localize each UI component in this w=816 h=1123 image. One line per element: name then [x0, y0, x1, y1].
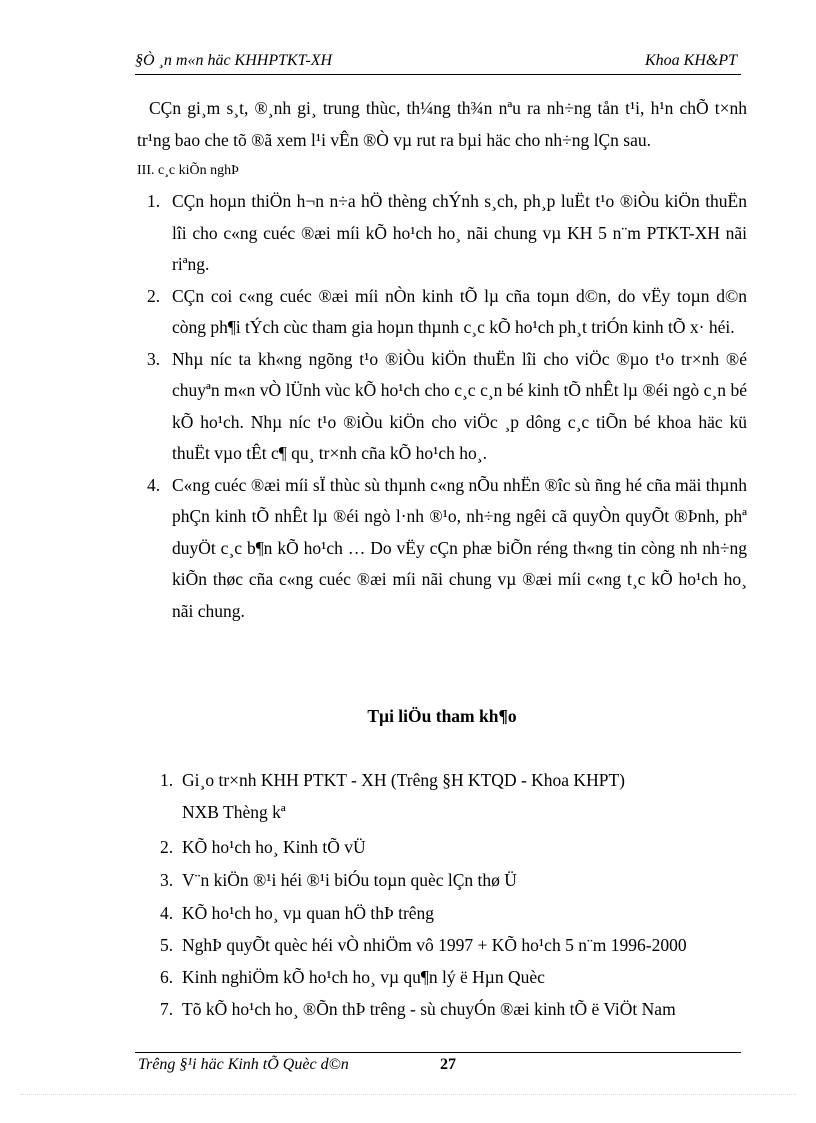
list-item-text: CÇn hoµn thiÖn h¬n n÷a hÖ thèng chÝnh s¸ch, ph¸p luËt t¹o ®iÒu kiÖn thuËn lîi cho c«ng cuéc ®æi míi kÕ ho¹ch ho¸ nãi chung vµ KH 5 n¨m PTKT-XH nãi riªng. [172, 191, 747, 274]
reference-number: 2. [160, 837, 174, 857]
reference-number: 1. [160, 770, 174, 790]
reference-number: 3. [160, 870, 174, 890]
list-item-text: CÇn coi c«ng cuéc ®æi míi nÒn kinh tÕ lµ cña toµn d©n, do vËy toµn d©n còng ph¶i tÝch cùc tham gia hoµn thµnh c¸c kÕ ho¹ch ph¸t triÓn kinh tÕ x· héi. [172, 285, 747, 337]
header-title: §Ò ¸n m«n häc KHHPTKT-XH [135, 52, 333, 69]
reference-item [160, 967, 545, 988]
section-heading: III. c¸c kiÕn nghÞ [137, 163, 239, 178]
list-item-text: Nhµ níc ta kh«ng ngõng t¹o ®iÒu kiÖn thuËn lîi cho viÖc ®µo t¹o tr×nh ®é chuyªn m«n vÒ lÜnh vùc kÕ ho¹ch cho c¸c c¸n bé kinh tÕ nhÊt lµ ®éi ngò c¸n bé kÕ ho¹ch. Nhµ níc t¹o ®iÒu kiÖn cho viÖc ¸p dông c¸c tiÕn bé khoa häc kü thuËt vµo tÊt c¶ qu¸ tr×nh cña kÕ ho¹ch ho¸. [172, 348, 747, 463]
list-item-number: 2. [147, 285, 161, 306]
reference-text: Tõ kÕ ho¹ch ho¸ ®Õn thÞ trêng - sù chuyÓn ®æi kinh tÕ ë ViÖt Nam [182, 999, 676, 1019]
reference-text: KÕ ho¹ch ho¸ vµ quan hÖ thÞ trêng [182, 903, 435, 923]
reference-item [160, 837, 366, 858]
reference-number: 6. [160, 967, 174, 987]
reference-text: NXB Thèng kª [182, 802, 286, 822]
header-department: Khoa KH&PT [644, 52, 737, 69]
list-item [137, 186, 747, 281]
reference-item [160, 935, 687, 956]
page-edge-divider [20, 1094, 796, 1095]
recommendation-list [137, 186, 747, 627]
reference-number: 5. [160, 935, 174, 955]
intro-paragraph: CÇn gi¸m s¸t, ®¸nh gi¸ trung thùc, th¼ng th¾n nªu ra nh÷ng tån t¹i, h¹n chÕ t×nh tr¹ng bao che tõ ®ã xem l¹i vÊn ®Ò vµ rut ra bµi häc cho nh÷ng lÇn sau. [137, 98, 747, 150]
reference-item [160, 903, 434, 924]
reference-text: KÕ ho¹ch ho¸ Kinh tÕ vÜ [182, 837, 366, 857]
main-content [137, 93, 747, 627]
reference-text: Kinh nghiÖm kÕ ho¹ch ho¸ vµ qu¶n lý ë Hµn Quèc [182, 967, 545, 987]
footer-institution: Trêng §¹i häc Kinh tÕ Quèc d©n [138, 1056, 349, 1073]
reference-item [160, 870, 517, 891]
page-number: 27 [440, 1056, 456, 1073]
references-title: Tµi liÖu tham kh¶o [367, 706, 517, 726]
reference-text: NghÞ quyÕt quèc héi vÒ nhiÖm vô 1997 + KÕ ho¹ch 5 n¨m 1996-2000 [182, 935, 687, 955]
reference-number: 7. [160, 999, 174, 1019]
footer-divider [135, 1052, 741, 1053]
reference-text: V¨n kiÖn ®¹i héi ®¹i biÓu toµn quèc lÇn thø Ü [182, 870, 517, 890]
reference-item [160, 999, 676, 1020]
list-item-number: 1. [147, 191, 161, 211]
reference-item [160, 770, 625, 791]
page-header [135, 50, 741, 75]
reference-text: Gi¸o tr×nh KHH PTKT - XH (Trêng §H KTQD - Khoa KHPT) [182, 770, 625, 790]
list-item-number: 3. [147, 348, 161, 369]
list-item-number: 4. [147, 474, 161, 495]
list-item [137, 470, 747, 628]
reference-number: 4. [160, 903, 174, 923]
list-item-text: C«ng cuéc ®æi míi sÏ thùc sù thµnh c«ng nÕu nhËn ®îc sù ñng hé cña mäi thµnh phÇn kinh tÕ nhÊt lµ ®éi ngò l·nh ®¹o, nh÷ng ngêi cã quyÒn quyÕt ®Þnh, phª duyÖt c¸c b¶n kÕ ho¹ch … Do vËy cÇn phæ biÕn réng th«ng tin còng nh nh÷ng kiÕn thøc cña c«ng cuéc ®æi míi nãi chung vµ ®æi míi c«ng t¸c kÕ ho¹ch ho¸ nãi chung. [172, 474, 747, 621]
reference-item [160, 802, 286, 823]
list-item [137, 344, 747, 470]
list-item [137, 281, 747, 344]
